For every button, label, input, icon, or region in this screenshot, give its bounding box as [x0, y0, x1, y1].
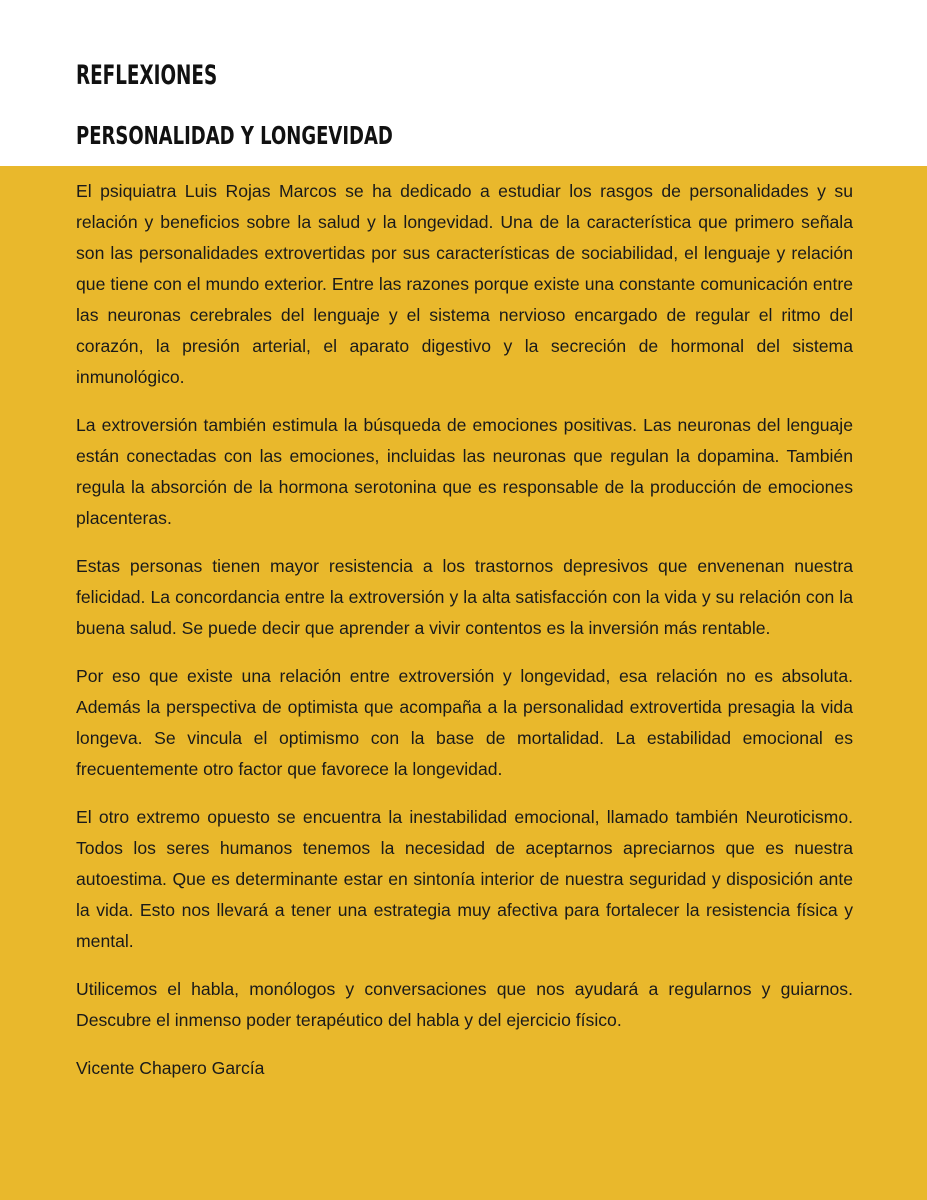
section-label: REFLEXIONES [76, 60, 218, 91]
article-paragraph: El psiquiatra Luis Rojas Marcos se ha dedicado a estudiar los rasgos de personalidades y su relación y beneficios sobre la salud y la longevidad. Una de la característica que primero señala son las personalidades extrovertidas por sus características de sociabilidad, el lenguaje y relación que tiene con el mundo exterior. Entre las razones porque existe una constante comunicación entre las neuronas cerebrales del lenguaje y el sistema nervioso encargado de regular el ritmo del corazón, la presión arterial, el aparato digestivo y la secreción de hormonal del sistema inmunológico. [76, 181, 853, 387]
page-header [0, 0, 927, 166]
article-paragraph: Utilicemos el habla, monólogos y conversaciones que nos ayudará a regularnos y guiarnos. Descubre el inmenso poder terapéutico del habla y del ejercicio físico. [76, 979, 853, 1030]
article-body [76, 176, 853, 1084]
article-paragraph: Estas personas tienen mayor resistencia a los trastornos depresivos que envenenan nuestra felicidad. La concordancia entre la extroversión y la alta satisfacción con la vida y su relación con la buena salud. Se puede decir que aprender a vivir contentos es la inversión más rentable. [76, 556, 853, 638]
article-paragraph: El otro extremo opuesto se encuentra la inestabilidad emocional, llamado también Neuroticismo. Todos los seres humanos tenemos la necesidad de aceptarnos apreciarnos que es nuestra autoestima. Que es determinante estar en sintonía interior de nuestra seguridad y disposición ante la vida. Esto nos llevará a tener una estrategia muy afectiva para fortalecer la resistencia física y mental. [76, 807, 853, 951]
article-title: PERSONALIDAD Y LONGEVIDAD [76, 121, 393, 150]
article-paragraph: Por eso que existe una relación entre extroversión y longevidad, esa relación no es absoluta. Además la perspectiva de optimista que acompaña a la personalidad extrovertida presagia la vida longeva. Se vincula el optimismo con la base de mortalidad. La estabilidad emocional es frecuentemente otro factor que favorece la longevidad. [76, 666, 853, 779]
author-signature: Vicente Chapero García [76, 1058, 265, 1078]
article-paragraph: La extroversión también estimula la búsqueda de emociones positivas. Las neuronas del lenguaje están conectadas con las emociones, incluidas las neuronas que regulan la dopamina. También regula la absorción de la hormona serotonina que es responsable de la producción de emociones placenteras. [76, 415, 853, 528]
